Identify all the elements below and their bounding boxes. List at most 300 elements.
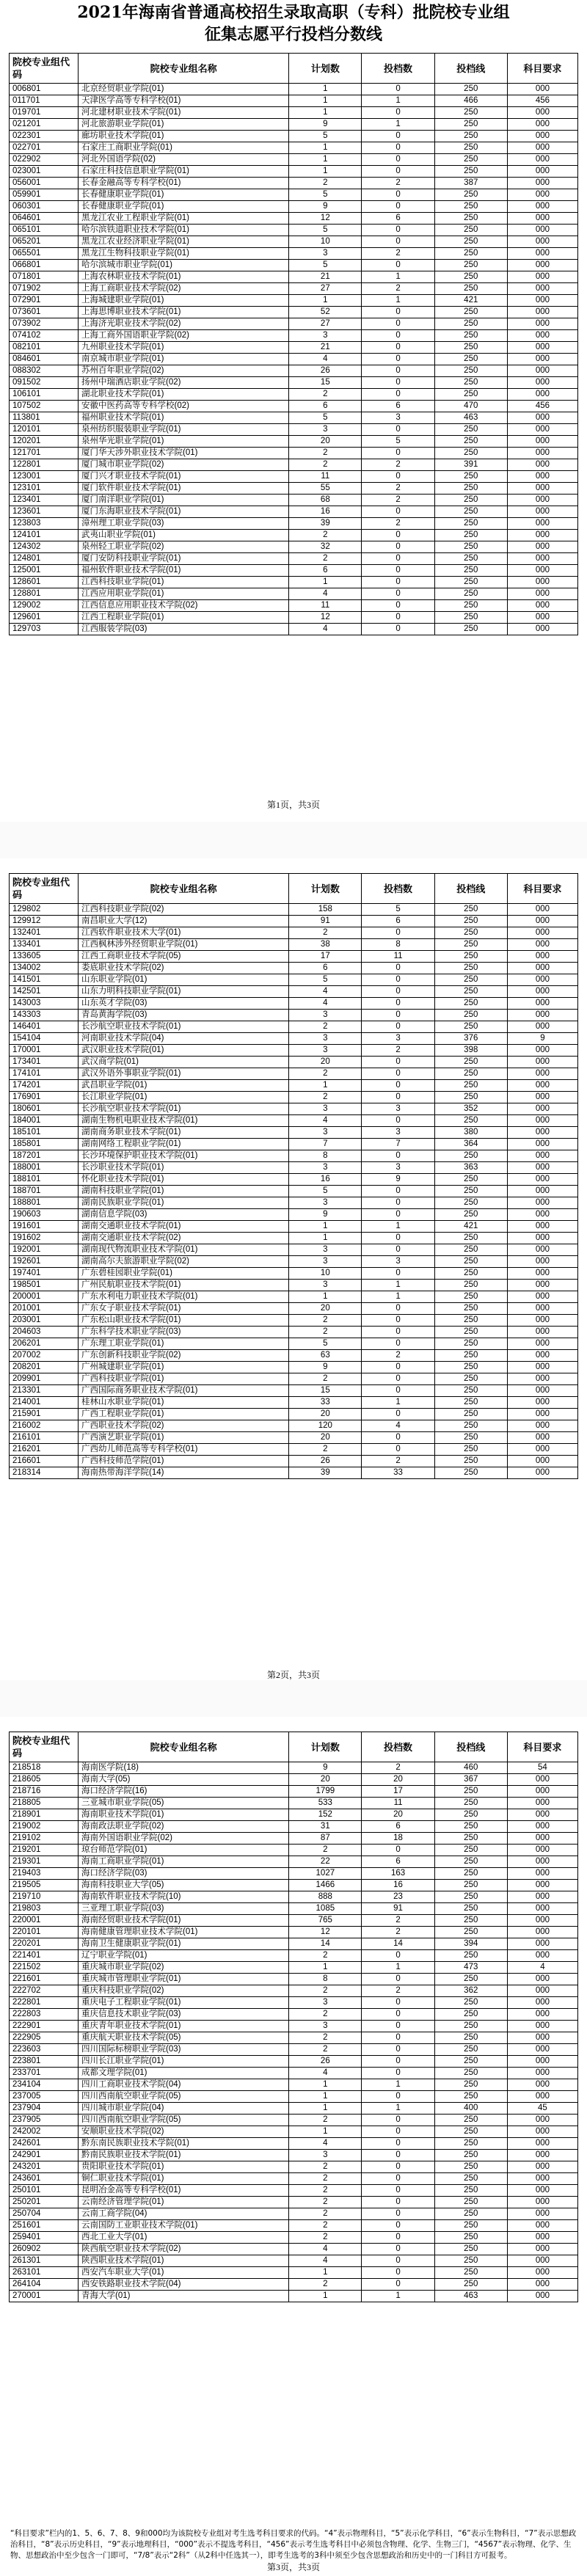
filed-count-cell: 2 [362,518,434,530]
table-row [10,1856,578,1868]
subject-req-cell: 000 [507,495,577,506]
cutoff-score-cell: 352 [434,1103,507,1115]
plan-count-cell: 3 [289,1256,362,1268]
group-code-cell: 201001 [10,1303,79,1315]
table-row [10,236,578,248]
plan-count-cell: 1 [289,1221,362,1233]
group-code-cell: 242601 [10,2138,79,2150]
filed-count-cell: 0 [362,201,434,213]
filed-count-cell: 20 [362,1774,434,1786]
plan-count-cell: 20 [289,1432,362,1444]
plan-count-cell: 4 [289,2068,362,2079]
group-name-cell: 武汉商学院(01) [79,1057,289,1068]
cutoff-score-cell: 250 [434,1880,507,1891]
cutoff-score-cell: 398 [434,1045,507,1057]
filed-count-cell: 2 [362,1045,434,1057]
table-row [10,260,578,271]
group-name-cell: 广东创新科技职业学院(02) [79,1350,289,1362]
subject-req-cell: 000 [507,1092,577,1103]
cutoff-score-cell: 250 [434,2255,507,2267]
group-name-cell: 成都文理学院(01) [79,2068,289,2079]
group-code-cell: 170001 [10,1045,79,1057]
subject-req-cell: 000 [507,2115,577,2126]
cutoff-score-cell: 250 [434,1821,507,1833]
subject-req-cell: 000 [507,1786,577,1798]
table-row [10,600,578,612]
group-code-cell: 180601 [10,1103,79,1115]
group-name-cell: 湖南高尔夫旅游职业学院(02) [79,1256,289,1268]
group-name-cell: 长沙环境保护职业技术学院(01) [79,1150,289,1162]
plan-count-cell: 87 [289,1833,362,1845]
group-name-cell: 广东理工职业学院(01) [79,1338,289,1350]
group-name-cell: 石家庄科技信息职业学院(01) [79,166,289,178]
filed-count-cell: 6 [362,1821,434,1833]
plan-count-cell: 1027 [289,1868,362,1880]
filed-count-cell: 0 [362,2032,434,2044]
group-code-cell: 065101 [10,225,79,236]
table-row [10,401,578,412]
group-name-cell: 厦门城市职业学院(02) [79,459,289,471]
subject-req-cell: 000 [507,142,577,154]
cutoff-score-cell: 250 [434,1291,507,1303]
plan-count-cell: 5 [289,974,362,986]
group-name-cell: 上海济光职业技术学院(02) [79,318,289,330]
filed-count-cell: 0 [362,577,434,588]
subject-req-cell: 000 [507,2161,577,2173]
cutoff-score-cell: 250 [434,1397,507,1409]
subject-req-cell: 000 [507,624,577,635]
table-row [10,2220,578,2232]
cutoff-score-cell: 250 [434,2056,507,2068]
filed-count-cell: 0 [362,307,434,318]
group-code-cell: 064601 [10,213,79,225]
group-name-cell: 云南国防工业职业技术学院(01) [79,2220,289,2232]
table-row [10,424,578,436]
cutoff-score-cell: 250 [434,565,507,577]
page-footer: 第3页，共3页 [266,2562,320,2572]
plan-count-cell: 2 [289,2044,362,2056]
filed-count-cell: 2 [362,459,434,471]
group-name-cell: 湖南网络工程职业学院(01) [79,1139,289,1150]
plan-count-cell: 14 [289,1938,362,1950]
table-row [10,166,578,178]
table-row [10,2032,578,2044]
group-name-cell: 三亚城市职业学院(05) [79,1798,289,1809]
group-code-cell: 129703 [10,624,79,635]
group-code-cell: 143003 [10,998,79,1010]
table-row [10,1080,578,1092]
subject-req-cell: 000 [507,189,577,201]
cutoff-score-cell: 250 [434,283,507,295]
plan-count-cell: 21 [289,271,362,283]
cutoff-score-cell: 250 [434,600,507,612]
group-code-cell: 154104 [10,1033,79,1045]
plan-count-cell: 21 [289,342,362,354]
group-name-cell: 广东科学技术职业学院(03) [79,1327,289,1338]
group-name-cell: 厦门软件职业技术学院(01) [79,483,289,495]
subject-req-cell: 000 [507,541,577,553]
subject-req-cell: 000 [507,1103,577,1115]
cutoff-score-cell: 250 [434,588,507,600]
subject-req-cell: 000 [507,927,577,939]
cutoff-score-cell: 250 [434,518,507,530]
plan-count-cell: 32 [289,541,362,553]
filed-count-cell: 0 [362,424,434,436]
group-code-cell: 216101 [10,1432,79,1444]
table-row [10,1903,578,1915]
subject-req-cell: 000 [507,963,577,974]
table-row [10,1833,578,1845]
group-name-cell: 西北工业大学(01) [79,2232,289,2244]
filed-count-cell: 0 [362,1315,434,1327]
group-name-cell: 福州软件职业技术学院(01) [79,565,289,577]
plan-count-cell: 4 [289,998,362,1010]
group-code-cell: 022301 [10,131,79,142]
subject-req-cell: 000 [507,2150,577,2161]
table-row [10,154,578,166]
cutoff-score-cell: 250 [434,1186,507,1197]
group-code-cell: 128801 [10,588,79,600]
subject-req-cell: 000 [507,1021,577,1033]
document-page-3 [0,1717,587,2576]
subject-req-cell: 000 [507,354,577,365]
group-name-cell: 陕西航空职业技术学院(02) [79,2244,289,2255]
group-name-cell: 河南职业技术学院(04) [79,1033,289,1045]
subject-req-cell: 000 [507,1997,577,2009]
filed-count-cell: 1 [362,1221,434,1233]
plan-count-cell: 1 [289,154,362,166]
subject-req-cell: 000 [507,448,577,459]
table-row [10,2091,578,2103]
cutoff-score-cell: 463 [434,412,507,424]
group-name-cell: 江西枫林涉外经贸职业学院(01) [79,939,289,951]
table-row [10,1927,578,1938]
table-row [10,142,578,154]
filed-count-cell: 0 [362,2115,434,2126]
table-row [10,1467,578,1479]
subject-req-cell: 000 [507,518,577,530]
group-name-cell: 重庆城市职业学院(02) [79,1962,289,1974]
header-req: 科目要求 [507,54,577,84]
group-name-cell: 九州职业技术学院(01) [79,342,289,354]
plan-count-cell: 11 [289,600,362,612]
group-name-cell: 上海工商职业技术学院(02) [79,283,289,295]
cutoff-score-cell: 250 [434,2208,507,2220]
plan-count-cell: 1 [289,295,362,307]
cutoff-score-cell: 250 [434,1845,507,1856]
group-code-cell: 216002 [10,1420,79,1432]
filed-count-cell: 0 [362,553,434,565]
group-code-cell: 216201 [10,1444,79,1456]
cutoff-score-cell: 250 [434,1315,507,1327]
group-name-cell: 西安铁路职业技术学院(04) [79,2279,289,2291]
filed-count-cell: 0 [362,2091,434,2103]
group-name-cell: 昆明冶金高等专科学校(01) [79,2185,289,2197]
filed-count-cell: 0 [362,1373,434,1385]
plan-count-cell: 1 [289,2103,362,2115]
cutoff-score-cell: 250 [434,1903,507,1915]
table-row [10,119,578,131]
filed-count-cell: 0 [362,1233,434,1244]
plan-count-cell: 4 [289,2138,362,2150]
plan-count-cell: 120 [289,1420,362,1432]
cutoff-score-cell: 250 [434,189,507,201]
plan-count-cell: 3 [289,1045,362,1057]
cutoff-score-cell: 250 [434,2126,507,2138]
plan-count-cell: 26 [289,2056,362,2068]
filed-count-cell: 0 [362,612,434,624]
group-name-cell: 桂林山水职业学院(01) [79,1397,289,1409]
table-row [10,2244,578,2255]
table-row [10,2279,578,2291]
group-name-cell: 福州职业技术学院(01) [79,412,289,424]
filed-count-cell: 0 [362,565,434,577]
cutoff-score-cell: 250 [434,1385,507,1397]
header-name: 院校专业组名称 [79,54,289,84]
subject-req-cell: 000 [507,483,577,495]
group-name-cell: 厦门华天涉外职业技术学院(01) [79,448,289,459]
header-score: 投档线 [434,874,507,904]
group-name-cell: 黔东南民族职业技术学院(01) [79,2138,289,2150]
plan-count-cell: 6 [289,565,362,577]
cutoff-score-cell: 362 [434,1985,507,1997]
filed-count-cell: 2 [362,248,434,260]
group-code-cell: 071902 [10,283,79,295]
plan-count-cell: 2 [289,2220,362,2232]
header-filed: 投档数 [362,874,434,904]
subject-req-cell: 000 [507,2021,577,2032]
filed-count-cell: 11 [362,951,434,963]
table-row [10,1338,578,1350]
filed-count-cell: 0 [362,2150,434,2161]
filed-count-cell: 0 [362,1974,434,1985]
plan-count-cell: 26 [289,1456,362,1467]
table-row [10,1397,578,1409]
page-separator [0,1680,587,1717]
group-name-cell: 黔南民族职业技术学院(01) [79,2150,289,2161]
subject-req-cell: 000 [507,1903,577,1915]
cutoff-score-cell: 250 [434,1197,507,1209]
group-code-cell: 219301 [10,1856,79,1868]
subject-req-cell: 000 [507,1868,577,1880]
plan-count-cell: 12 [289,612,362,624]
table-row [10,2115,578,2126]
cutoff-score-cell: 250 [434,1420,507,1432]
group-name-cell: 四川西南航空职业学院(05) [79,2115,289,2126]
table-row [10,2103,578,2115]
table-row [10,248,578,260]
group-name-cell: 重庆科技职业学院(02) [79,1985,289,1997]
plan-count-cell: 2 [289,1021,362,1033]
cutoff-score-cell: 250 [434,2032,507,2044]
cutoff-score-cell: 250 [434,2150,507,2161]
filed-count-cell: 9 [362,1174,434,1186]
plan-count-cell: 11 [289,471,362,483]
plan-count-cell: 17 [289,951,362,963]
group-code-cell: 088302 [10,365,79,377]
group-code-cell: 190603 [10,1209,79,1221]
group-code-cell: 222901 [10,2021,79,2032]
filed-count-cell: 0 [362,1432,434,1444]
plan-count-cell: 158 [289,904,362,916]
cutoff-score-cell: 250 [434,998,507,1010]
filed-count-cell: 0 [362,506,434,518]
subject-req-cell: 000 [507,1162,577,1174]
table-row [10,1139,578,1150]
plan-count-cell: 1 [289,2079,362,2091]
filed-count-cell: 0 [362,1997,434,2009]
plan-count-cell: 2 [289,1845,362,1856]
cutoff-score-cell: 463 [434,2291,507,2302]
cutoff-score-cell: 367 [434,1774,507,1786]
group-code-cell: 237904 [10,2103,79,2115]
filed-count-cell: 0 [362,541,434,553]
subject-req-cell: 000 [507,1197,577,1209]
filed-count-cell: 0 [362,1057,434,1068]
subject-req-cell: 000 [507,2208,577,2220]
cutoff-score-cell: 250 [434,1974,507,1985]
group-code-cell: 128601 [10,577,79,588]
table-row [10,2197,578,2208]
subject-req-cell: 000 [507,1891,577,1903]
plan-count-cell: 1 [289,2267,362,2279]
filed-count-cell: 6 [362,916,434,927]
table-row [10,1115,578,1127]
table-row [10,624,578,635]
group-name-cell: 四川城市职业学院(04) [79,2103,289,2115]
cutoff-score-cell: 250 [434,1373,507,1385]
subject-req-cell: 456 [507,95,577,107]
group-code-cell: 242901 [10,2150,79,2161]
filed-count-cell: 0 [362,2138,434,2150]
group-code-cell: 065501 [10,248,79,260]
header-code: 院校专业组代码 [10,874,79,904]
group-name-cell: 广西科技职业学院(01) [79,1373,289,1385]
cutoff-score-cell: 250 [434,307,507,318]
group-code-cell: 146401 [10,1021,79,1033]
cutoff-score-cell: 250 [434,318,507,330]
plan-count-cell: 1 [289,166,362,178]
group-code-cell: 222801 [10,1997,79,2009]
filed-count-cell: 33 [362,1467,434,1479]
cutoff-score-cell: 250 [434,2115,507,2126]
plan-count-cell: 5 [289,189,362,201]
group-name-cell: 四川西南航空职业学院(05) [79,2091,289,2103]
plan-count-cell: 1466 [289,1880,362,1891]
filed-count-cell: 0 [362,142,434,154]
subject-req-cell: 000 [507,2068,577,2079]
subject-req-cell: 000 [507,2056,577,2068]
plan-count-cell: 2 [289,1985,362,1997]
cutoff-score-cell: 250 [434,530,507,541]
group-name-cell: 云南工商学院(04) [79,2208,289,2220]
cutoff-score-cell: 394 [434,1938,507,1950]
table-row [10,1057,578,1068]
group-name-cell: 哈尔滨铁道职业技术学院(01) [79,225,289,236]
filed-count-cell: 0 [362,471,434,483]
cutoff-score-cell: 250 [434,377,507,389]
table-header-row [10,874,578,904]
filed-count-cell: 0 [362,2244,434,2255]
subject-req-cell: 000 [507,377,577,389]
subject-req-cell: 000 [507,389,577,401]
filed-count-cell: 0 [362,365,434,377]
plan-count-cell: 9 [289,1362,362,1373]
cutoff-score-cell: 250 [434,974,507,986]
group-code-cell: 250101 [10,2185,79,2197]
plan-count-cell: 20 [289,1409,362,1420]
cutoff-score-cell: 250 [434,1467,507,1479]
plan-count-cell: 27 [289,283,362,295]
footnote: “科目要求”栏内的1、5、6、7、8、9和000均为该院校专业组对考生选考科目要求的代码。“4”表示物理科目，“5”表示化学科目，“6”表示生物科目，“7”表示思想政治科目，“8”表示历史科目，“9”表示地理科目，“000”表示不提选考科目，“456”表示考生选考科目中必须包含物理、化学、生物三门，“4567”表示物理、化学、生物、思想政治中至少包含一门即可，“7/8”表示“2科”（从2科中任选其一），即考生选考的3科中须至少包含思想政治和历史中的一门科目方可报考。 [10,2529,577,2560]
table-row [10,1233,578,1244]
plan-count-cell: 16 [289,506,362,518]
subject-req-cell: 000 [507,178,577,189]
table-row [10,1798,578,1809]
plan-count-cell: 16 [289,1174,362,1186]
cutoff-score-cell: 470 [434,401,507,412]
table-row [10,213,578,225]
subject-req-cell: 000 [507,1880,577,1891]
table-row [10,1985,578,1997]
subject-req-cell: 000 [507,1385,577,1397]
plan-count-cell: 1799 [289,1786,362,1798]
group-name-cell: 云南经济管理学院(01) [79,2197,289,2208]
group-name-cell: 厦门东海职业技术学院(01) [79,506,289,518]
cutoff-score-cell: 250 [434,1256,507,1268]
plan-count-cell: 12 [289,1927,362,1938]
cutoff-score-cell: 250 [434,1432,507,1444]
cutoff-score-cell: 250 [434,612,507,624]
filed-count-cell: 1 [362,1962,434,1974]
plan-count-cell: 52 [289,307,362,318]
group-code-cell: 218805 [10,1798,79,1809]
group-code-cell: 221401 [10,1950,79,1962]
filed-count-cell: 6 [362,401,434,412]
group-code-cell: 207002 [10,1350,79,1362]
plan-count-cell: 2 [289,2208,362,2220]
group-name-cell: 上海城建职业学院(01) [79,295,289,307]
cutoff-score-cell: 250 [434,2009,507,2021]
plan-count-cell: 2 [289,2032,362,2044]
group-code-cell: 082101 [10,342,79,354]
group-name-cell: 重庆城市管理职业学院(01) [79,1974,289,1985]
subject-req-cell: 000 [507,2255,577,2267]
cutoff-score-cell: 250 [434,1115,507,1127]
table-row [10,1174,578,1186]
subject-req-cell: 000 [507,307,577,318]
table-row [10,951,578,963]
group-code-cell: 243201 [10,2161,79,2173]
group-code-cell: 106101 [10,389,79,401]
subject-req-cell: 000 [507,1139,577,1150]
table-row [10,1845,578,1856]
cutoff-score-cell: 250 [434,1280,507,1291]
filed-count-cell: 0 [362,330,434,342]
group-name-cell: 陕西职业技术学院(01) [79,2255,289,2267]
group-code-cell: 223801 [10,2056,79,2068]
cutoff-score-cell: 250 [434,1798,507,1809]
group-name-cell: 广西工程职业学院(01) [79,1409,289,1420]
subject-req-cell: 000 [507,1798,577,1809]
group-code-cell: 204603 [10,1327,79,1338]
group-name-cell: 长春金融高等专科学校(01) [79,178,289,189]
filed-count-cell: 1 [362,119,434,131]
subject-req-cell: 000 [507,271,577,283]
subject-req-cell: 000 [507,2173,577,2185]
filed-count-cell: 2 [362,495,434,506]
group-name-cell: 河北外国语学院(02) [79,154,289,166]
